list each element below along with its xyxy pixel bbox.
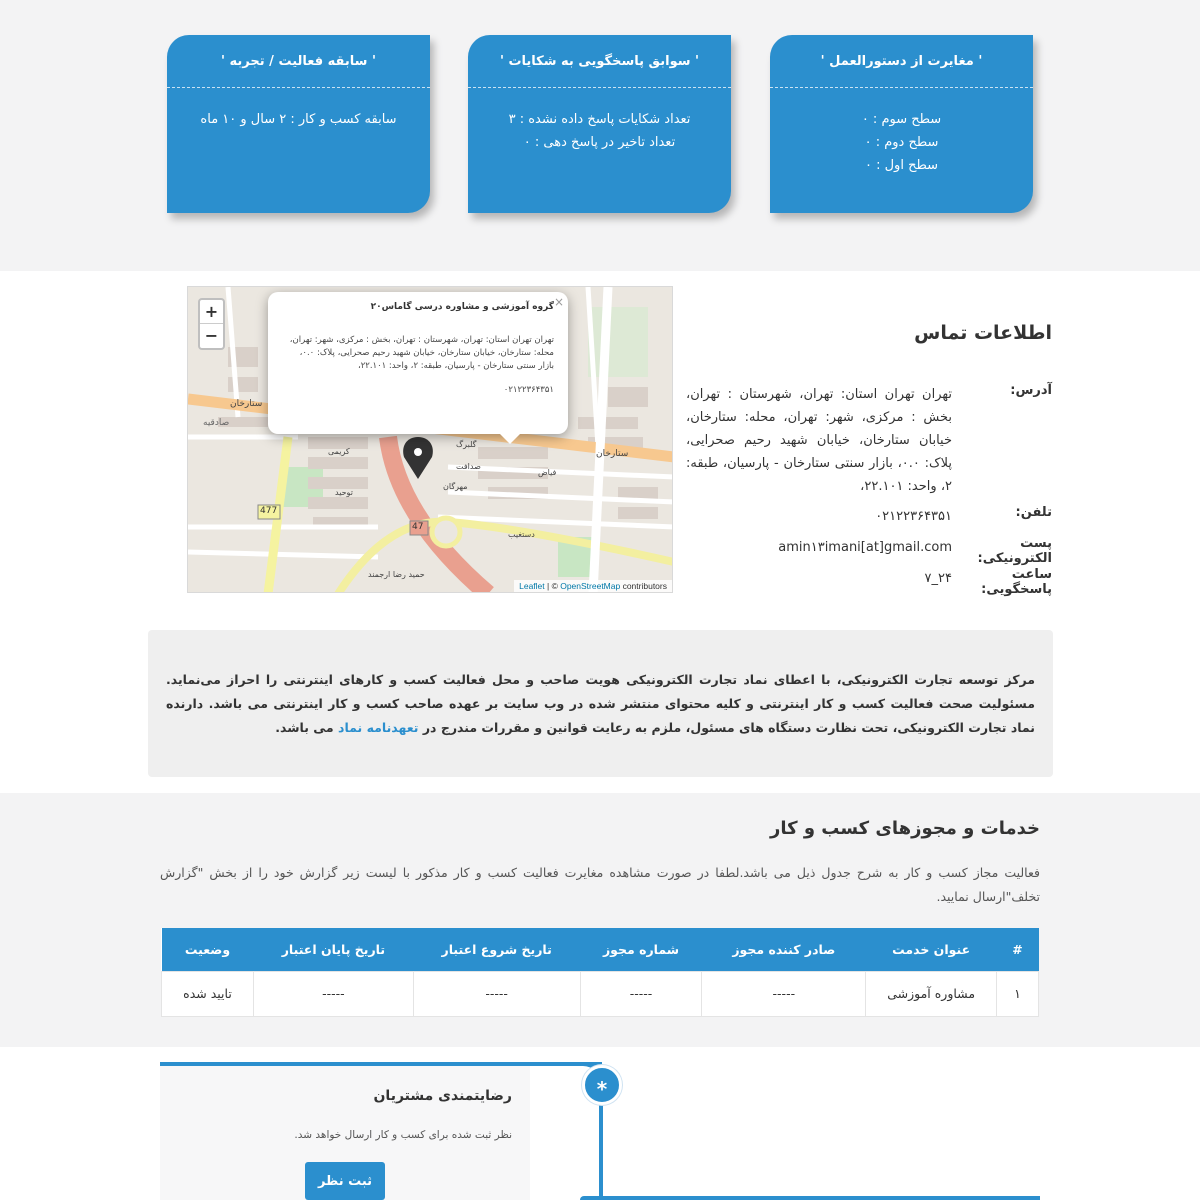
- submit-review-button[interactable]: ثبت نظر: [305, 1162, 385, 1200]
- col-service-title: عنوان خدمت: [866, 928, 997, 971]
- card-line: تعداد شکایات پاسخ داده نشده : ۳: [508, 112, 691, 127]
- email-row: [686, 536, 1052, 566]
- leaflet-link[interactable]: Leaflet: [519, 581, 545, 591]
- hours-row: [686, 567, 1052, 597]
- cell-issuer: -----: [702, 971, 866, 1016]
- road-number-label: 477: [260, 506, 278, 516]
- email-value: amin۱۳imani[at]gmail.com: [778, 540, 952, 555]
- asterisk-icon: *: [582, 1065, 622, 1105]
- phone-label: تلفن:: [1015, 505, 1052, 520]
- col-index: #: [997, 928, 1039, 971]
- street-label: ستارخان: [230, 399, 263, 409]
- popup-phone: ۰۲۱۲۲۳۶۴۳۵۱: [503, 385, 554, 395]
- table-header-row: [162, 928, 1039, 971]
- map-popup: [268, 292, 568, 434]
- attribution-separator: | ©: [544, 581, 561, 591]
- email-label: پست الکترونیکی:: [977, 536, 1052, 566]
- card-line: سطح سوم : ۰: [861, 112, 942, 127]
- card-line: تعداد تاخیر در پاسخ دهی : ۰: [523, 135, 676, 150]
- street-label: صدافت: [456, 462, 481, 471]
- street-label: دستغیب: [508, 530, 535, 539]
- contact-title: اطلاعات تماس: [914, 322, 1052, 344]
- street-label: فیاض: [538, 468, 557, 477]
- street-label: ستارخان: [596, 449, 629, 459]
- road-number-label: 47: [412, 522, 424, 532]
- street-label: حمید رضا ارجمند: [368, 570, 425, 579]
- cell-service-title: مشاوره آموزشی: [866, 971, 997, 1016]
- popup-title: گروه آموزشی و مشاوره درسی گاماس۲۰: [370, 302, 554, 312]
- col-start-date: تاریخ شروع اعتبار: [413, 928, 580, 971]
- card-complaint-history: [468, 35, 731, 213]
- satisfaction-text: نظر ثبت شده برای کسب و کار ارسال خواهد شد.: [294, 1129, 512, 1141]
- street-label: کریمی: [328, 447, 350, 456]
- satisfaction-card: [160, 1062, 530, 1200]
- cell-status: تایید شده: [162, 971, 254, 1016]
- zoom-out-button[interactable]: −: [204, 326, 219, 345]
- card-line: سابقه کسب و کار : ۲ سال و ۱۰ ماه: [200, 112, 397, 127]
- cell-license-number: -----: [580, 971, 702, 1016]
- street-label: صادقیه: [203, 418, 230, 428]
- satisfaction-title: رضایتمندی مشتریان: [373, 1088, 512, 1104]
- address-label: آدرس:: [1010, 383, 1052, 398]
- notice-text-end: می باشد.: [275, 720, 339, 735]
- services-title: خدمات و مجوزهای کسب و کار: [770, 818, 1040, 839]
- services-section: [0, 793, 1200, 1047]
- col-end-date: تاریخ پایان اعتبار: [253, 928, 413, 971]
- phone-row: [686, 505, 1052, 528]
- location-map[interactable]: [187, 286, 673, 593]
- card-guideline-violation: [770, 35, 1033, 213]
- address-value: تهران تهران استان: تهران، شهرستان : تهران، بخش : مرکزی، شهر: تهران، محله: ستارخان، خیابان ستارخان، خیابان شهید رحیم صحرایی، پلاک: ۰.۰، بازار سنتی ستارخان - پارسیان، طبقه: ۲، واحد: ۲۲.۱۰۱،: [686, 387, 952, 494]
- card-title: ' سوابق پاسخگویی به شکایات ': [468, 35, 731, 88]
- col-status: وضعیت: [162, 928, 254, 971]
- cell-start-date: -----: [413, 971, 580, 1016]
- cell-index: ۱: [997, 971, 1039, 1016]
- close-icon[interactable]: ×: [554, 295, 565, 309]
- hours-label: ساعت پاسخگویی:: [981, 567, 1052, 597]
- card-experience: [167, 35, 430, 213]
- cell-end-date: -----: [253, 971, 413, 1016]
- timeline-bottom-line: [580, 1196, 1040, 1200]
- zoom-control: [198, 298, 225, 350]
- notice-text: مرکز توسعه تجارت الکترونیکی، با اعطای نماد تجارت الکترونیکی هویت صاحب و محل فعالیت کسب و کارهای اینترنتی را احراز می‌نماید. مسئولیت صحت فعالیت کسب و کار اینترنتی و کلیه محتوای منتشر شده در وب سایت بر عهده صاحب کسب و کار اینترنتی می باشد. دارنده نماد تجارت الکترونیکی، تحت نظارت دستگاه های مسئول، ملزم به رعایت قوانین و مقررات مندرج در: [166, 672, 1035, 735]
- attribution-tail: contributors: [620, 581, 667, 591]
- card-line: سطح اول : ۰: [864, 158, 939, 173]
- zoom-in-button[interactable]: +: [200, 300, 223, 324]
- osm-link[interactable]: OpenStreetMap: [560, 581, 621, 591]
- street-label: توحید: [335, 488, 353, 497]
- col-issuer: صادر کننده مجوز: [702, 928, 866, 971]
- services-table: [161, 928, 1039, 1017]
- hours-value: ۲۴_۷: [924, 571, 952, 586]
- card-title: ' مغایرت از دستورالعمل ': [770, 35, 1033, 88]
- street-label: مهرگان: [443, 482, 468, 491]
- services-description: فعالیت مجاز کسب و کار به شرح جدول ذیل می باشد.لطفا در صورت مشاهده مغایرت فعالیت کسب و کار مذکور با لیست زیر گزارش خود را از بخش "گزارش تخلف"ارسال نمایید.: [160, 865, 1040, 904]
- address-row: [686, 383, 1052, 498]
- timeline-line: [599, 1100, 603, 1200]
- card-title: ' سابقه فعالیت / تجربه ': [167, 35, 430, 88]
- col-license-number: شماره مجوز: [580, 928, 702, 971]
- popup-address: تهران تهران استان: تهران، شهرستان : تهران، بخش : مرکزی، شهر: تهران، محله: ستارخان، خیابان ستارخان، خیابان شهید رحیم صحرایی، پلاک: ۰.۰، بازار سنتی ستارخان - پارسیان، طبقه: ۲، واحد: ۲۲.۱۰۱،: [289, 335, 554, 371]
- table-row: [162, 971, 1039, 1016]
- street-label: گلبرگ: [456, 440, 477, 449]
- commitment-link[interactable]: تعهدنامه نماد: [338, 720, 419, 735]
- stats-section: [0, 0, 1200, 271]
- phone-value: ۰۲۱۲۲۳۶۴۳۵۱: [875, 509, 952, 524]
- card-line: سطح دوم : ۰: [864, 135, 939, 150]
- enamad-notice: [148, 630, 1053, 777]
- popup-tip: [500, 434, 520, 444]
- map-attribution: [514, 580, 672, 592]
